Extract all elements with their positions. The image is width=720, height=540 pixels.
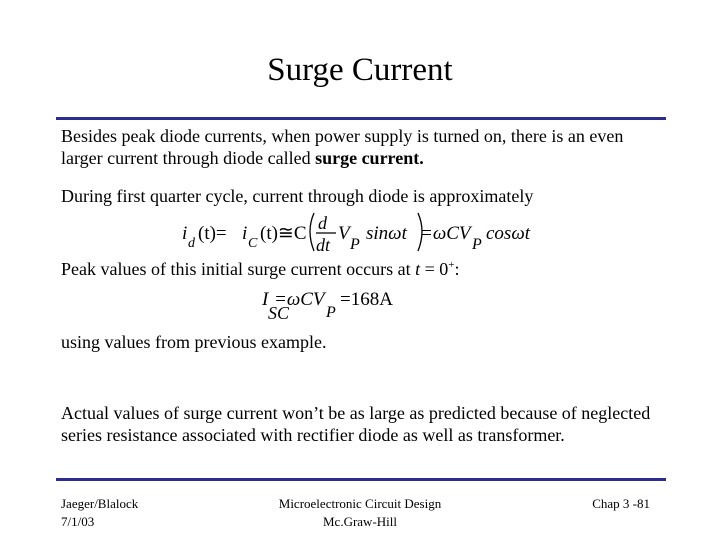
paragraph-actual-values: Actual values of surge current won’t be as large as predicted because of neglected series resistance associated with rectifier diode as well as transformer. <box>61 403 651 445</box>
eq2-omega-cv: =ωCV <box>274 289 325 310</box>
eq2-i: I <box>262 289 269 310</box>
diode-current-equation <box>180 209 540 255</box>
paragraph-peak-values <box>61 258 661 280</box>
footer-book <box>230 495 490 531</box>
eq1-c-subscript: C <box>248 236 258 251</box>
eq1-sin: sinωt <box>366 223 407 244</box>
eq1-i2: i <box>242 223 248 244</box>
eq1-i: i <box>182 223 188 244</box>
paragraph-intro-text: Besides peak diode currents, when power supply is turned on, there is an even larger current through diode called <box>61 126 624 168</box>
surge-current-equation <box>260 287 460 323</box>
eq1-d-subscript: d <box>188 236 195 251</box>
paragraph-previous-example: using values from previous example. <box>61 332 327 352</box>
footer-authors <box>61 495 138 531</box>
peak-values-sup: + <box>448 259 455 271</box>
paragraph-first-quarter: During first quarter cycle, current through diode is approximately <box>61 186 534 206</box>
paragraph-intro <box>61 125 661 169</box>
surge-current-term: surge current. <box>315 148 424 168</box>
footer-chapter: Chap 3 -81 <box>592 496 650 511</box>
footer-book-title: Microelectronic Circuit Design <box>278 496 442 511</box>
eq1-frac-den: dt <box>316 235 331 255</box>
peak-values-text: Peak values of this initial surge current occurs at <box>61 259 416 279</box>
eq1-p-subscript-2: P <box>472 236 482 253</box>
eq1-frac-num: d <box>318 213 327 233</box>
slide-title: Surge Current <box>267 52 453 88</box>
peak-values-t: t <box>415 259 421 279</box>
peak-values-eq: = 0 <box>420 259 449 279</box>
eq1-v: V <box>338 223 350 244</box>
eq2-sc-subscript: SC <box>268 303 290 323</box>
footer-date: 7/1/03 <box>61 514 95 529</box>
eq1-arg1: (t)= <box>198 223 227 244</box>
peak-values-tail: : <box>454 259 460 279</box>
bottom-divider <box>56 478 666 481</box>
footer-authors-name: Jaeger/Blalock <box>61 496 139 511</box>
eq1-arg2: (t)≅C <box>260 223 307 244</box>
eq1-omega-cv: =ωCV <box>420 223 471 244</box>
eq1-p-subscript: P <box>350 236 360 253</box>
eq2-p-subscript: P <box>326 304 336 321</box>
top-divider <box>56 117 666 120</box>
eq2-value: =168A <box>340 289 393 310</box>
eq1-cos: cosωt <box>486 223 531 244</box>
footer-publisher: Mc.Graw-Hill <box>322 514 397 529</box>
